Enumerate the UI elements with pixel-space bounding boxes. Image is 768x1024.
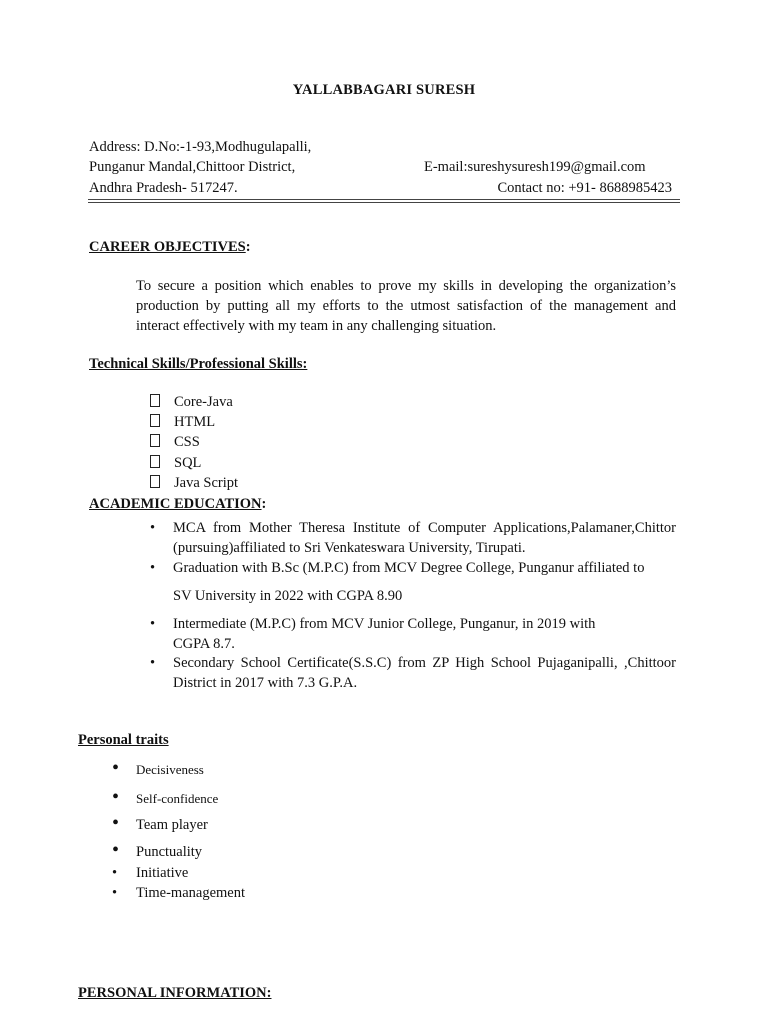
skill-label: SQL [174, 455, 202, 471]
education-text: Intermediate (M.P.C) from MCV Junior College, Punganur, in 2019 with [173, 616, 596, 632]
education-item [150, 653, 676, 693]
bullet-icon: • [112, 839, 120, 861]
checkbox-icon [150, 434, 160, 447]
trait-item [112, 883, 245, 903]
skill-label: CSS [174, 434, 200, 450]
email-text: E-mail:sureshysuresh199@gmail.com [424, 159, 646, 175]
trait-label: Self-confidence [136, 791, 219, 806]
bullet-icon: • [112, 757, 120, 779]
trait-item [112, 863, 188, 883]
trait-item [112, 840, 202, 862]
trait-item [112, 813, 208, 835]
education-item [150, 614, 676, 634]
header-divider-bottom [88, 202, 680, 203]
education-text: SV University in 2022 with CGPA 8.90 [173, 588, 403, 604]
bullet-icon: • [150, 616, 156, 632]
bullet-icon: • [150, 520, 156, 536]
education-item-continuation [150, 586, 676, 606]
trait-label: Initiative [136, 865, 189, 881]
bullet-icon: • [150, 560, 156, 576]
address-line-3: Andhra Pradesh- 517247. [89, 180, 238, 196]
bullet-icon: • [112, 865, 118, 881]
bullet-icon: • [112, 885, 118, 901]
skill-item [150, 453, 201, 473]
academic-education-colon: : [261, 496, 267, 512]
skill-label: Core-Java [174, 394, 233, 410]
skill-item [150, 473, 238, 493]
skill-item [150, 432, 200, 452]
trait-label: Punctuality [136, 844, 203, 860]
career-objectives-heading-row [89, 237, 251, 257]
career-objectives-heading: CAREER OBJECTIVES [89, 239, 246, 255]
education-text: CGPA 8.7. [173, 636, 235, 652]
address-line-1: Address: D.No:-1-93,Modhugulapalli, [89, 139, 312, 155]
checkbox-icon [150, 414, 160, 427]
address-line-2: Punganur Mandal,Chittoor District, [89, 159, 296, 175]
skill-item [150, 392, 233, 412]
education-item [150, 518, 676, 558]
education-text: MCA from Mother Theresa Institute of Computer Applications,Palamaner,Chittor (pursuing)affiliated to Sri Venkateswara University, Tirupati. [173, 520, 676, 556]
bullet-icon: • [112, 786, 120, 808]
trait-label: Decisiveness [136, 762, 204, 777]
checkbox-icon [150, 394, 160, 407]
checkbox-icon [150, 475, 160, 488]
education-text: Secondary School Certificate(S.S.C) from ZP High School Pujaganipalli, ,Chittoor District in 2017 with 7.3 G.P.A. [173, 655, 676, 691]
personal-traits-heading: Personal traits [78, 732, 169, 748]
academic-education-heading-row [89, 494, 266, 514]
skill-label: HTML [174, 414, 216, 430]
technical-skills-heading: Technical Skills/Professional Skills: [89, 356, 308, 372]
trait-label: Time-management [136, 885, 245, 901]
personal-information-heading: PERSONAL INFORMATION: [78, 985, 272, 1001]
header-divider-top [88, 199, 680, 200]
career-objectives-colon: : [245, 239, 251, 255]
trait-item [112, 787, 218, 809]
skill-label: Java Script [174, 475, 239, 491]
candidate-name: YALLABBAGARI SURESH [292, 82, 476, 98]
trait-item [112, 758, 204, 780]
education-text: Graduation with B.Sc (M.P.C) from MCV Degree College, Punganur affiliated to [173, 560, 645, 576]
phone-text: Contact no: +91- 8688985423 [497, 180, 672, 196]
education-item [150, 558, 676, 578]
education-item-continuation [150, 634, 676, 654]
trait-label: Team player [136, 817, 208, 833]
bullet-icon: • [150, 655, 156, 671]
bullet-icon: • [112, 812, 120, 834]
skill-item [150, 412, 215, 432]
academic-education-heading: ACADEMIC EDUCATION [89, 496, 262, 512]
checkbox-icon [150, 455, 160, 468]
career-objectives-text: To secure a position which enables to prove my skills in developing the organization’s production by putting all my efforts to the utmost satisfaction of the management and interact effectively with my team in any challenging situation. [136, 278, 676, 334]
